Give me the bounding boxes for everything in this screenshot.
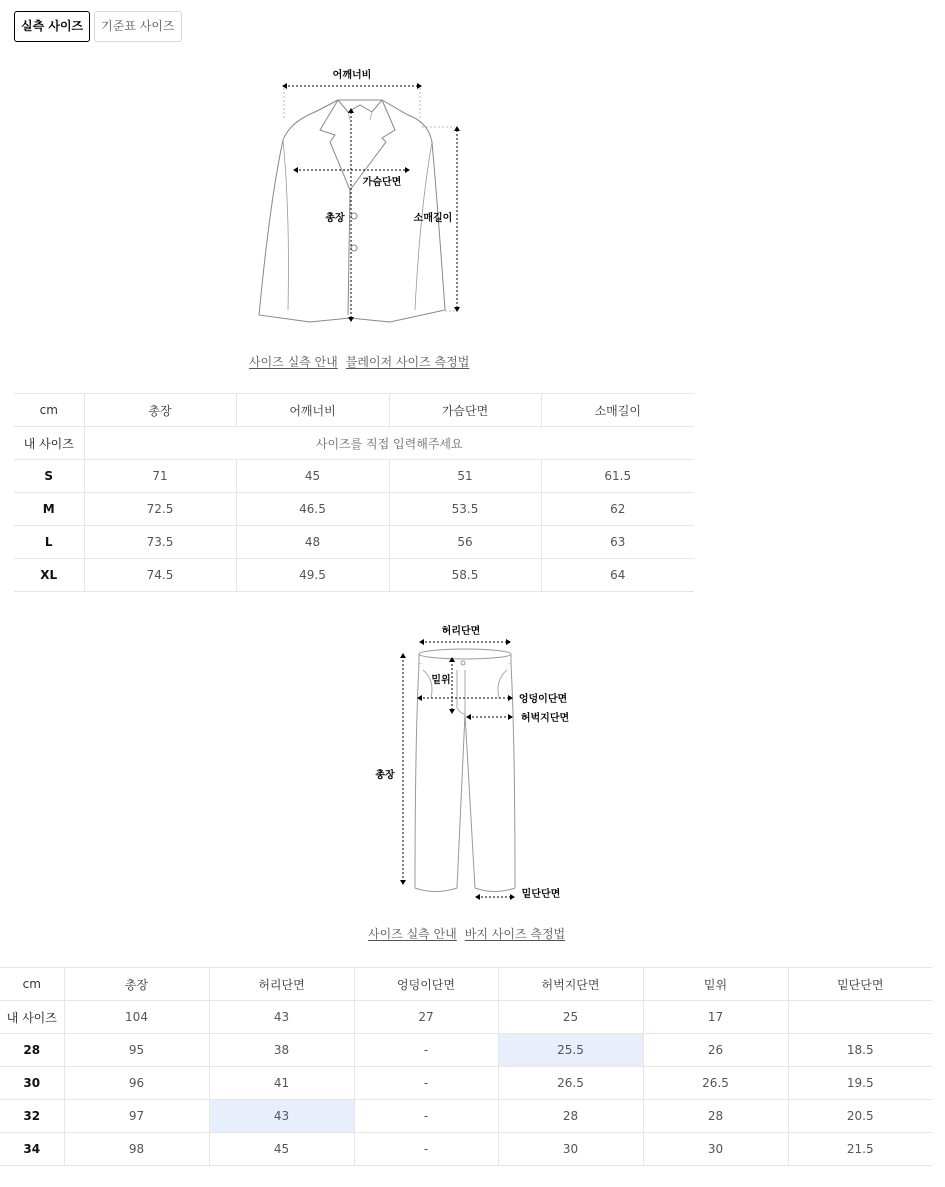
header-rise: 밑위 xyxy=(643,968,788,1001)
table-cell: 58.5 xyxy=(389,559,541,592)
header-hem: 밑단단면 xyxy=(788,968,932,1001)
table-cell: 96 xyxy=(64,1067,209,1100)
tab-standard-size[interactable]: 기준표 사이즈 xyxy=(94,11,181,42)
table-cell: 51 xyxy=(389,460,541,493)
header-unit: cm xyxy=(0,968,64,1001)
header-waist: 허리단면 xyxy=(209,968,354,1001)
header-shoulder: 어깨너비 xyxy=(236,394,389,427)
table-header-row xyxy=(0,968,932,1001)
size-label: 32 xyxy=(0,1100,64,1133)
table-cell: - xyxy=(354,1100,498,1133)
blazer-measure-link[interactable]: 블레이저 사이즈 측정법 xyxy=(345,355,470,369)
table-cell: 41 xyxy=(209,1067,354,1100)
length-label: 총장 xyxy=(325,213,345,224)
size-label: L xyxy=(14,526,84,559)
table-cell: - xyxy=(354,1133,498,1166)
size-label: 30 xyxy=(0,1067,64,1100)
table-cell: 30 xyxy=(643,1133,788,1166)
pants-diagram xyxy=(365,620,585,910)
rise-label: 밑위 xyxy=(431,675,451,686)
table-row xyxy=(14,526,694,559)
table-cell: 30 xyxy=(498,1133,643,1166)
table-cell[interactable] xyxy=(788,1001,932,1034)
my-size-row[interactable] xyxy=(0,1001,932,1034)
tab-measured-size[interactable]: 실측 사이즈 xyxy=(14,11,90,42)
size-label: 34 xyxy=(0,1133,64,1166)
header-thigh: 허벅지단면 xyxy=(498,968,643,1001)
sleeve-label: 소매길이 xyxy=(413,213,453,224)
my-size-row[interactable] xyxy=(14,427,694,460)
table-cell: 61.5 xyxy=(541,460,694,493)
table-cell: 45 xyxy=(209,1133,354,1166)
size-guide-link[interactable]: 사이즈 실측 안내 xyxy=(249,355,338,369)
table-cell: 64 xyxy=(541,559,694,592)
table-header-row xyxy=(14,394,694,427)
thigh-label: 허벅지단면 xyxy=(520,713,570,724)
size-label: 28 xyxy=(0,1034,64,1067)
table-cell: 21.5 xyxy=(788,1133,932,1166)
table-row xyxy=(0,1133,932,1166)
table-cell: 18.5 xyxy=(788,1034,932,1067)
size-label: M xyxy=(14,493,84,526)
table-row xyxy=(0,1067,932,1100)
table-cell[interactable]: 43 xyxy=(209,1001,354,1034)
shoulder-label: 어깨너비 xyxy=(332,70,372,81)
my-size-label: 내 사이즈 xyxy=(0,1001,64,1034)
my-size-input-note[interactable]: 사이즈를 직접 입력해주세요 xyxy=(84,427,694,460)
table-cell: 72.5 xyxy=(84,493,236,526)
pants-length-label: 총장 xyxy=(375,770,395,781)
chest-label: 가슴단면 xyxy=(362,177,402,188)
table-cell: 45 xyxy=(236,460,389,493)
header-length: 총장 xyxy=(84,394,236,427)
pants-guide-links xyxy=(368,925,565,942)
table-cell: 63 xyxy=(541,526,694,559)
size-label: XL xyxy=(14,559,84,592)
table-cell[interactable]: 25 xyxy=(498,1001,643,1034)
table-cell: 25.5 xyxy=(498,1034,643,1067)
table-cell: 26 xyxy=(643,1034,788,1067)
table-cell: 62 xyxy=(541,493,694,526)
table-cell: 38 xyxy=(209,1034,354,1067)
table-cell: 56 xyxy=(389,526,541,559)
table-cell: - xyxy=(354,1067,498,1100)
jacket-diagram xyxy=(250,60,480,330)
table-cell: 28 xyxy=(498,1100,643,1133)
waist-label: 허리단면 xyxy=(441,626,481,637)
table-cell: 71 xyxy=(84,460,236,493)
table-cell: 46.5 xyxy=(236,493,389,526)
size-label: S xyxy=(14,460,84,493)
table-cell: 95 xyxy=(64,1034,209,1067)
header-length: 총장 xyxy=(64,968,209,1001)
size-guide-link[interactable]: 사이즈 실측 안내 xyxy=(368,927,457,941)
pants-size-table xyxy=(0,967,932,1166)
header-unit: cm xyxy=(14,394,84,427)
table-cell: 19.5 xyxy=(788,1067,932,1100)
header-hip: 엉덩이단면 xyxy=(354,968,498,1001)
table-row xyxy=(14,559,694,592)
table-cell: - xyxy=(354,1034,498,1067)
header-sleeve: 소매길이 xyxy=(541,394,694,427)
hem-label: 밑단단면 xyxy=(521,889,561,900)
table-row xyxy=(0,1100,932,1133)
table-cell: 74.5 xyxy=(84,559,236,592)
pants-measure-link[interactable]: 바지 사이즈 측정법 xyxy=(464,927,566,941)
table-cell: 97 xyxy=(64,1100,209,1133)
table-cell: 48 xyxy=(236,526,389,559)
table-cell: 26.5 xyxy=(643,1067,788,1100)
table-cell: 98 xyxy=(64,1133,209,1166)
jacket-illustration xyxy=(250,60,480,330)
header-chest: 가슴단면 xyxy=(389,394,541,427)
table-cell[interactable]: 27 xyxy=(354,1001,498,1034)
table-cell[interactable]: 17 xyxy=(643,1001,788,1034)
table-row xyxy=(0,1034,932,1067)
table-cell: 43 xyxy=(209,1100,354,1133)
hip-label: 엉덩이단면 xyxy=(518,694,568,705)
table-row xyxy=(14,460,694,493)
table-cell[interactable]: 104 xyxy=(64,1001,209,1034)
table-row xyxy=(14,493,694,526)
size-tabs xyxy=(14,11,182,42)
table-cell: 49.5 xyxy=(236,559,389,592)
table-cell: 53.5 xyxy=(389,493,541,526)
table-cell: 20.5 xyxy=(788,1100,932,1133)
table-cell: 28 xyxy=(643,1100,788,1133)
jacket-size-table xyxy=(14,393,694,592)
table-cell: 26.5 xyxy=(498,1067,643,1100)
my-size-label: 내 사이즈 xyxy=(14,427,84,460)
pants-illustration xyxy=(365,620,585,910)
table-cell: 73.5 xyxy=(84,526,236,559)
jacket-guide-links xyxy=(249,353,469,370)
